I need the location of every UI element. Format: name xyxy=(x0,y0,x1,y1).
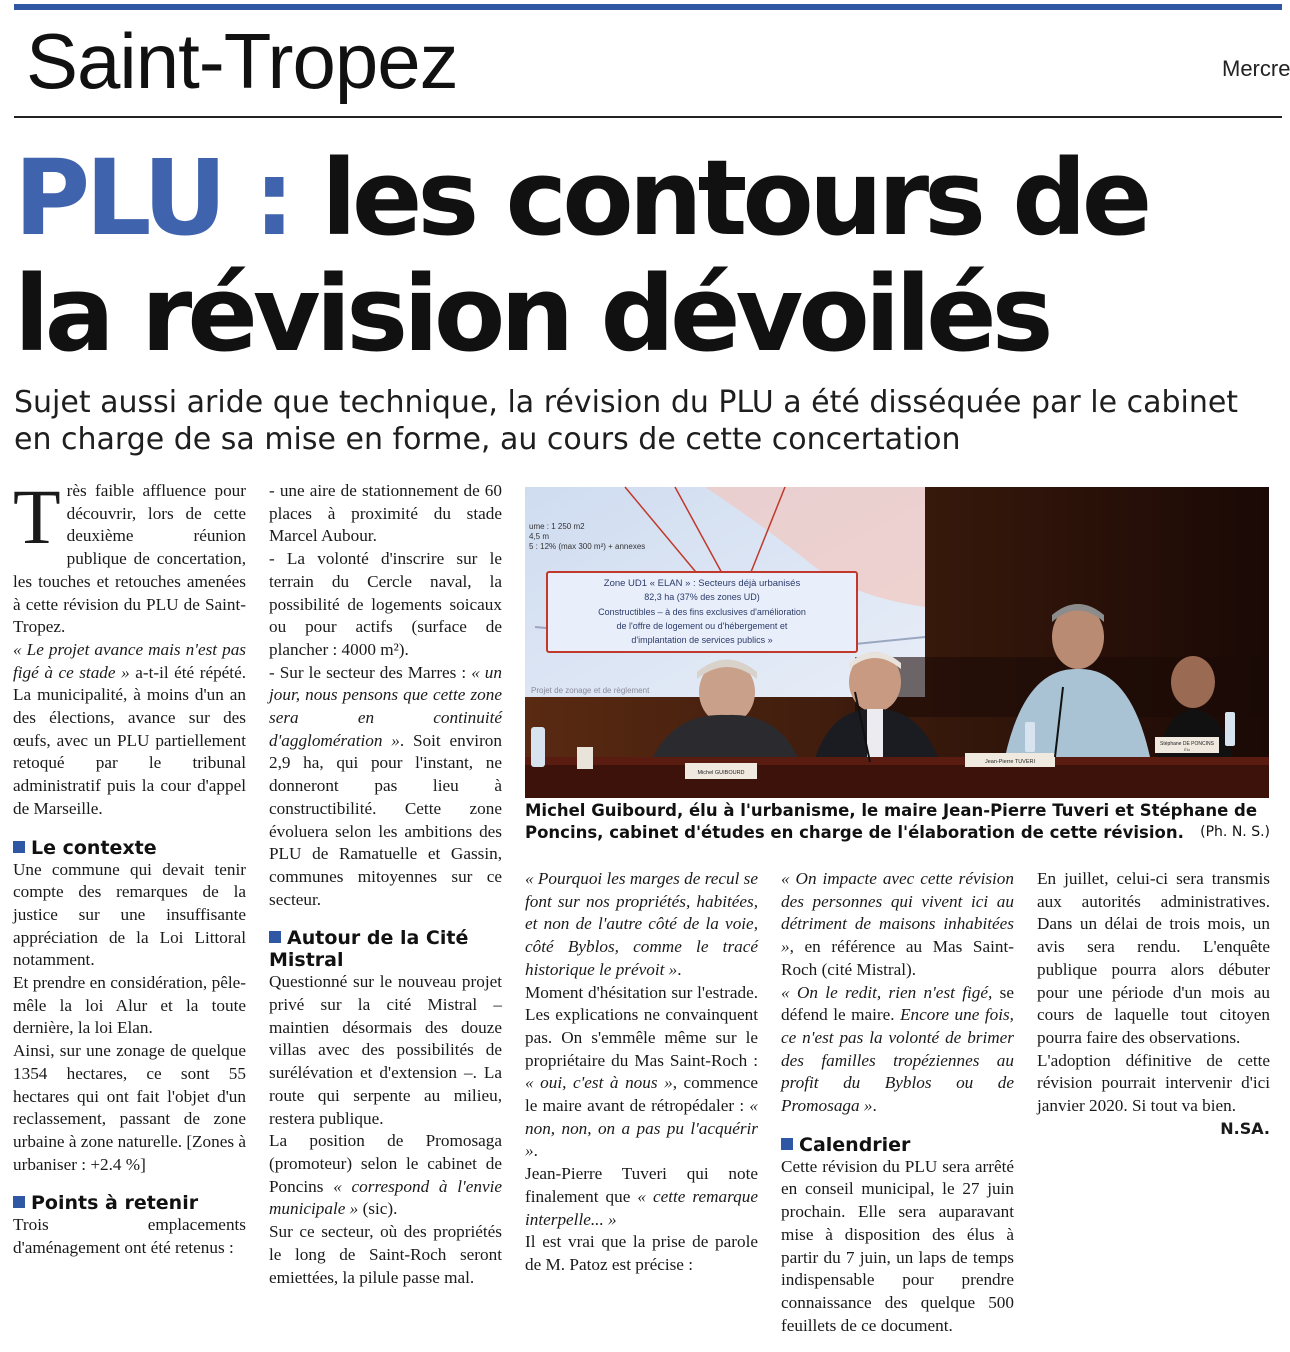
paragraph: L'adoption définitive de cette révision pourrait intervenir d'ici janvier 2020. Si tout va bien. xyxy=(1037,1050,1270,1116)
quote: « un jour, nous pensons que cette zone sera en continuité d'agglomération » xyxy=(269,662,502,750)
paragraph: Questionné sur le nouveau projet privé sur la cité Mistral – maintien désormais des douze villas avec des possibilités de surélévation et d'extension –. La route qui serpente au milieu, restera publique. xyxy=(269,972,502,1128)
photo-credit: (Ph. N. S.) xyxy=(1200,824,1270,840)
slide-box-line: Zone UD1 « ELAN » : Secteurs déjà urbanisés xyxy=(603,578,801,589)
paragraph-text: (sic). xyxy=(358,1199,398,1219)
paragraph-text: se défend le maire. xyxy=(781,982,1014,1025)
nameplate-label: Michel GUIBOURD xyxy=(697,770,745,776)
quote: « On le redit, rien n'est figé, xyxy=(781,982,993,1002)
paragraph-text: Moment d'hésitation sur l'estrade. Les explications ne convainquent pas. On s'emmêle même sur le propriétaire du Mas Saint-Roch : xyxy=(525,982,758,1070)
dropcap: T xyxy=(13,473,61,560)
subheading-text: Points à retenir xyxy=(31,1192,199,1215)
paragraph xyxy=(525,1231,758,1276)
subheading-calendrier xyxy=(781,1134,1014,1156)
paragraph xyxy=(525,982,758,1164)
subheading-points xyxy=(13,1192,246,1214)
paragraph xyxy=(269,1130,502,1221)
paragraph xyxy=(269,662,502,912)
paragraph xyxy=(525,868,758,982)
square-bullet-icon xyxy=(13,841,25,853)
quote: « cette remarque interpelle... » xyxy=(525,1186,758,1229)
paragraph-text: . xyxy=(533,1141,538,1161)
paragraph: En juillet, celui-ci sera transmis aux autorités administratives. Dans un délai de trois mois, un avis sera rendu. L'enquête publique pourra alors débuter pour une période d'un mois au cours de laquelle tout citoyen pourra faire des observations. xyxy=(1037,869,1270,1047)
paragraph-text: Jean-Pierre Tuveri qui note finalement que xyxy=(525,1164,758,1206)
section-title: Saint-Tropez xyxy=(26,17,458,105)
paragraph: Une commune qui devait tenir compte des remarques de la justice sur une insuffisante appréciation de la Loi Littoral notamment. xyxy=(13,859,246,970)
headline-keyword: PLU : xyxy=(14,137,291,259)
paragraph-text: , en référence au Mas Saint-Roch (cité Mistral). xyxy=(781,937,1014,979)
subheading-text: Calendrier xyxy=(799,1133,911,1156)
nameplate-label: Jean-Pierre TUVERI xyxy=(984,759,1036,765)
article-column-3 xyxy=(525,868,758,1277)
square-bullet-icon xyxy=(269,931,281,943)
paragraph-text: . xyxy=(677,959,682,979)
quote: « On impacte avec cette révision des personnes qui vivent ici au détriment de maisons inhabitées » xyxy=(781,869,1014,957)
quote: « Pourquoi les marges de recul se font sur nos propriétés, habitées, et non de l'autre côté de la voie, côté Byblos, comme le tracé historique le prévoit » xyxy=(525,869,758,979)
slide-box-line: Constructibles – à des fins exclusives d'amélioration xyxy=(598,607,806,617)
press-conference-photo xyxy=(525,487,1269,798)
paragraph xyxy=(781,982,1014,1118)
slide-box-line: 82,3 ha (37% des zones UD) xyxy=(644,592,760,602)
header-rule xyxy=(14,116,1282,118)
paragraph: Trois emplacements d'aménagement ont été retenus : xyxy=(13,1215,246,1258)
paragraph-text: Il est vrai que la prise de parole de M. Patoz est précise : xyxy=(525,1232,758,1274)
subheading-text: Le contexte xyxy=(31,836,157,859)
subheading-mistral xyxy=(269,927,502,971)
deck: Sujet aussi aride que technique, la révision du PLU a été disséquée par le cabinet en charge de sa mise en forme, au cours de cette concertation xyxy=(14,385,1239,457)
paragraph: Cette révision du PLU sera arrêté en conseil municipal, le 27 juin prochain. Elle sera auparavant mise à disposition des élus à partir du 7 juin, un laps de temps indispensable pour prendre connaissance des quelque 500 feuillets de ce document. xyxy=(781,1156,1014,1335)
paragraph xyxy=(13,639,246,821)
paragraph: Sur ce secteur, où des propriétés le long de Saint-Roch seront emiettées, la pilule passe mal. xyxy=(269,1222,502,1287)
paragraph xyxy=(781,868,1014,982)
slide-line: 5 : 12% (max 300 m²) + annexes xyxy=(529,542,646,551)
paragraph: Ainsi, sur une zonage de quelque 1354 hectares, ce sont 55 hectares qui ont fait l'objet d'un reclassement, passant de zone urbaine à zone naturelle. [Zones à urbaniser : +2.4 %] xyxy=(13,1041,246,1174)
intro-text: rès faible affluence pour découvrir, lors de cette deuxième réunion publique de concertation, les touches et retouches amenées à cette révision du PLU de Saint-Tropez. xyxy=(13,481,246,637)
caption-text: Michel Guibourd, élu à l'urbanisme, le maire Jean-Pierre Tuveri et Stéphane de Poncins, cabinet d'études en charge de l'élaboration de cette révision. xyxy=(525,801,1258,842)
paragraph-text: . Soit environ 2,9 ha, qui pour l'instant, ne donneront pas lieu à constructibilité. Cette zone évoluera selon les ambitions des PLU de Ramatuelle et Gassin, communes mitoyennes sur ce secteur. xyxy=(269,730,502,909)
slide-line: ume : 1 250 m2 xyxy=(529,522,585,531)
subheading-text: Autour de la Cité Mistral xyxy=(269,927,469,972)
top-accent-bar xyxy=(14,4,1282,10)
paragraph-text: a-t-il été répété. La municipalité, à moins d'un an des élections, avance sur des œufs, avec un PLU partiellement retoqué par le tribunal administratif puis la cour d'appel de Marseille. xyxy=(13,662,247,818)
quote: Encore une fois, ce n'est pas la volonté de brimer des familles tropéziennes au profit du Byblos ou de Promosaga » xyxy=(781,1005,1014,1116)
paragraph: - une aire de stationnement de 60 places à proximité du stade Marcel Aubour. xyxy=(269,481,502,546)
nameplate-label: Stéphane DE PONCINS xyxy=(1160,741,1214,747)
square-bullet-icon xyxy=(781,1138,793,1150)
quote: « oui, c'est à nous » xyxy=(525,1073,673,1093)
paragraph-text: , commence le maire avant de rétropédaler : xyxy=(525,1073,758,1116)
nameplate-subtitle: Élu xyxy=(1184,747,1190,752)
slide-footer: Projet de zonage et de règlement xyxy=(531,686,650,695)
author-signature: N.SA. xyxy=(1220,1118,1270,1138)
paragraph: Et prendre en considération, pêle-mêle la loi Alur et la toute dernière, la loi Elan. xyxy=(13,973,246,1038)
article-column-4 xyxy=(781,868,1014,1337)
article-column-2 xyxy=(269,480,502,1289)
slide-box-line: d'implantation de services publics » xyxy=(631,635,773,645)
quote: « Le projet avance mais n'est pas figé à ce stade » xyxy=(13,639,246,682)
slide-box-line: de l'offre de logement ou d'hébergement et xyxy=(616,621,788,631)
paragraph-text: . xyxy=(872,1096,877,1116)
paragraph xyxy=(525,1163,758,1231)
paragraph: - La volonté d'inscrire sur le terrain du Cercle naval, la possibilité de logements soicaux ou pour actifs (surface de plancher : 4000 m²). xyxy=(269,549,502,659)
quote: « non, non, on a pas pu l'acquérir » xyxy=(525,1096,758,1161)
quote: « correspond à l'envie municipale » xyxy=(269,1176,502,1219)
photo-caption xyxy=(525,800,1270,844)
square-bullet-icon xyxy=(13,1196,25,1208)
subheading-contexte xyxy=(13,837,246,859)
article-column-1 xyxy=(13,473,247,1260)
article-column-5 xyxy=(1037,868,1270,1140)
paragraph-text: La position de Promosaga (promoteur) selon le cabinet de Poncins xyxy=(269,1131,502,1196)
issue-date-fragment: Mercre xyxy=(1222,56,1290,81)
headline xyxy=(14,137,1274,375)
intro-paragraph xyxy=(13,473,246,639)
slide-line: 4,5 m xyxy=(529,532,550,541)
paragraph-text: - Sur le secteur des Marres : xyxy=(269,662,472,682)
headline-text: les contours de la révision dévoilés xyxy=(14,137,1148,375)
